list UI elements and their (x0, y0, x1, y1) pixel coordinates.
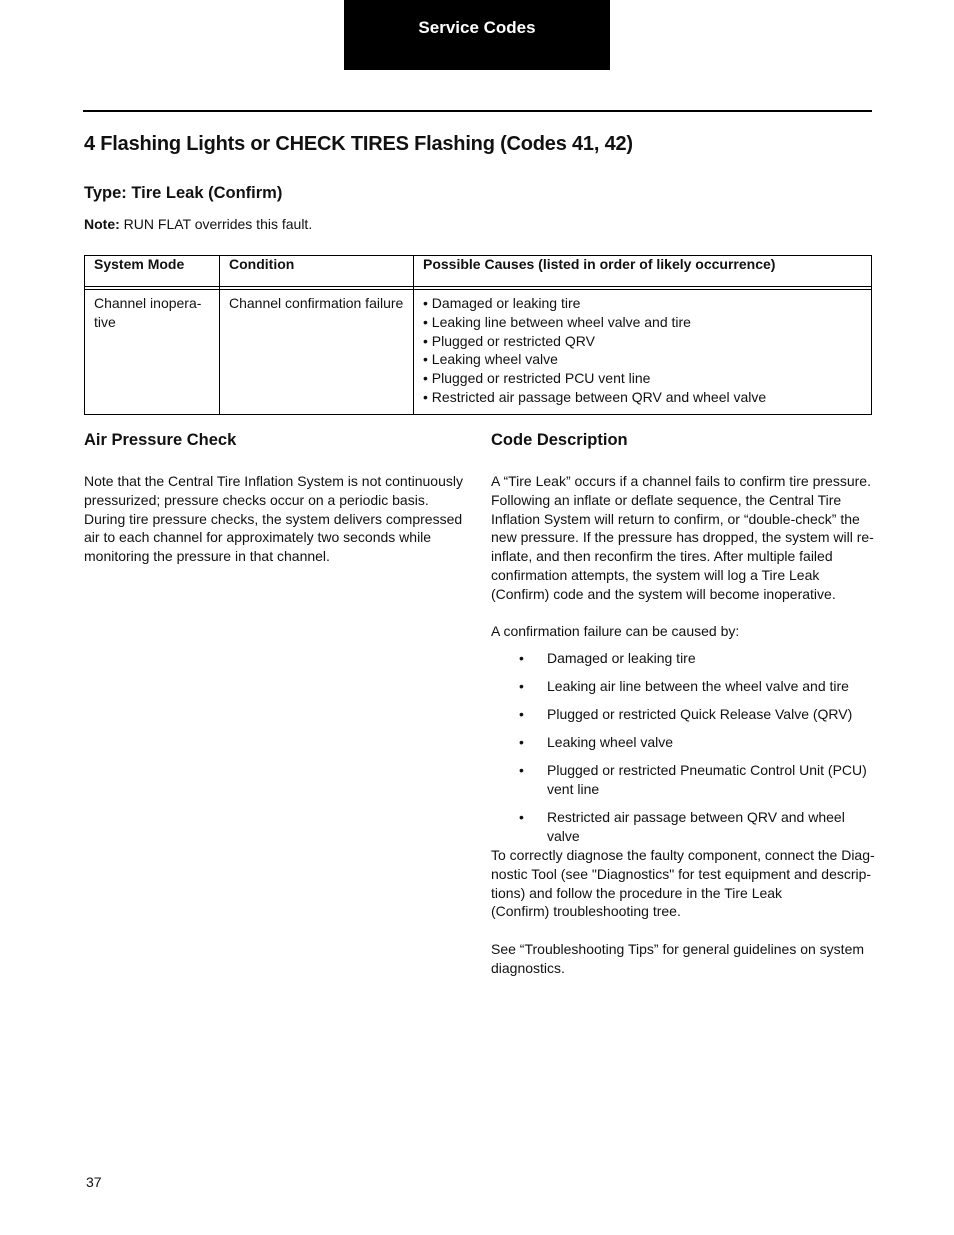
text-line: (Confirm) code and the system will become inoperative. (491, 585, 836, 602)
text-line: inflate, and then reconfirm the tires. After multiple failed (491, 548, 833, 565)
header-condition: Condition (220, 256, 414, 287)
list-item (491, 649, 876, 668)
text-line: nostic Tool (see "Diagnostics" for test equipment and descrip- (491, 865, 872, 882)
list-item (491, 808, 876, 846)
bullet-icon: • (519, 761, 524, 778)
cell-condition: Channel confirmation failure (220, 290, 414, 415)
bullet-icon: • (519, 650, 524, 666)
header-system-mode: System Mode (85, 256, 220, 287)
tips-paragraph (491, 940, 876, 978)
section-tab-label: Service Codes (418, 18, 536, 37)
cause-item: • Damaged or leaking tire (423, 295, 581, 311)
list-item-text: vent line (547, 780, 600, 797)
list-item-text: Restricted air passage between QRV and wheel valve (547, 808, 845, 844)
cause-item: • Restricted air passage between QRV and wheel valve (423, 388, 767, 405)
text-line: During tire pressure checks, the system delivers compressed (84, 510, 463, 527)
text-line: new pressure. If the pressure has dropped, the system will re- (491, 529, 874, 546)
text-line: To correctly diagnose the faulty component, connect the Diag- (491, 847, 875, 863)
cell-possible-causes (414, 290, 872, 415)
note-label: Note: (84, 216, 120, 232)
bullet-icon: • (519, 808, 524, 825)
code-description-paragraph (491, 472, 876, 604)
bullet-icon: • (519, 677, 524, 694)
text-line: air to each channel for approximately two seconds while (84, 529, 432, 546)
section-tab (344, 0, 610, 70)
list-item-text: Plugged or restricted Pneumatic Control Unit (PCU) (547, 761, 867, 778)
list-item-text: Plugged or restricted Quick Release Valve (QRV) (547, 705, 853, 722)
cause-item: • Leaking wheel valve (423, 351, 558, 368)
list-item (491, 761, 876, 799)
causes-table (84, 255, 872, 415)
confirmation-causes-list (491, 649, 876, 855)
text-line: See “Troubleshooting Tips” for general guidelines on system (491, 941, 865, 957)
page-title: 4 Flashing Lights or CHECK TIRES Flashing (Codes 41, 42) (84, 133, 633, 155)
air-pressure-paragraph (84, 472, 469, 566)
list-item-text: Leaking wheel valve (547, 733, 674, 750)
header-possible-causes: Possible Causes (listed in order of likely occurrence) (414, 256, 872, 287)
text-line: (Confirm) troubleshooting tree. (491, 903, 681, 920)
bullet-icon: • (519, 733, 524, 750)
text-line: tions) and follow the procedure in the Tire Leak (491, 884, 783, 901)
confirmation-intro: A confirmation failure can be caused by: (491, 623, 740, 639)
page-number: 37 (86, 1174, 102, 1190)
air-pressure-heading: Air Pressure Check (84, 431, 237, 449)
cause-item: • Leaking line between wheel valve and tire (423, 313, 691, 330)
cause-item: • Plugged or restricted QRV (423, 332, 595, 349)
text-line: diagnostics. (491, 959, 565, 976)
text-line: confirmation attempts, the system will log a Tire Leak (491, 566, 820, 583)
cell-system-mode (85, 290, 220, 415)
text-line: A “Tire Leak” occurs if a channel fails to confirm tire pressure. (491, 473, 871, 489)
list-item (491, 705, 876, 724)
bullet-icon: • (519, 705, 524, 722)
list-item (491, 677, 876, 696)
text-line: Inflation System will return to confirm, or “double-check” the (491, 510, 860, 527)
type-heading: Type: Tire Leak (Confirm) (84, 184, 283, 202)
text-line: monitoring the pressure in that channel. (84, 548, 330, 565)
text-line: pressurized; pressure checks occur on a periodic basis. (84, 491, 429, 508)
note-text: RUN FLAT overrides this fault. (119, 216, 313, 232)
header-rule (83, 110, 872, 112)
cause-item: • Plugged or restricted PCU vent line (423, 370, 651, 387)
system-mode-line: tive (94, 313, 116, 330)
table-row (85, 290, 872, 415)
note (84, 216, 312, 232)
system-mode-line: Channel inopera- (94, 295, 202, 311)
list-item-text: Damaged or leaking tire (547, 650, 696, 666)
text-line: Note that the Central Tire Inflation System is not continuously (84, 473, 463, 489)
list-item-text: Leaking air line between the wheel valve and tire (547, 677, 849, 694)
table-header-row (85, 256, 872, 287)
code-description-heading: Code Description (491, 431, 628, 449)
list-item (491, 733, 876, 752)
text-line: Following an inflate or deflate sequence, the Central Tire (491, 491, 842, 508)
diagnose-paragraph (491, 846, 876, 921)
